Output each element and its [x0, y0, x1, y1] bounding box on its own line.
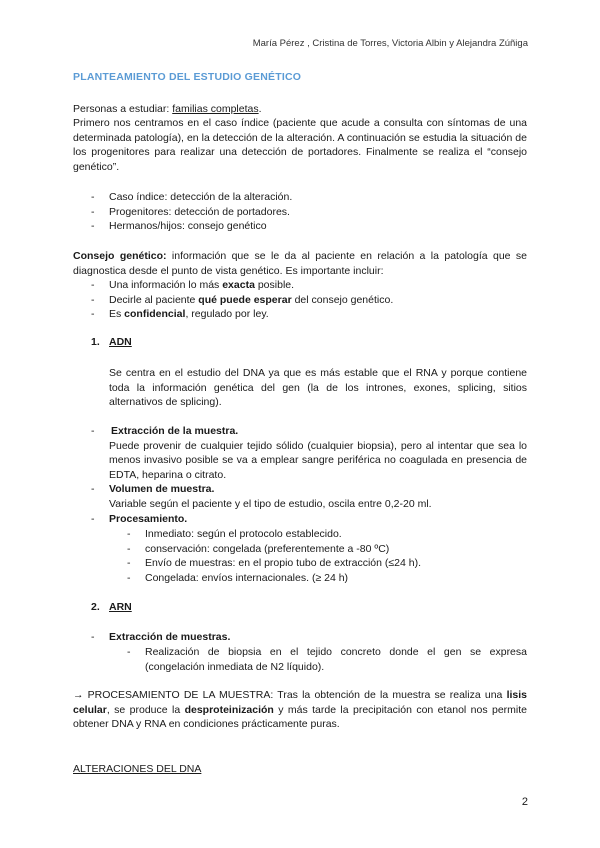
- list-item: [91, 630, 527, 645]
- heading-number: 1.: [91, 336, 100, 348]
- list-item: [91, 512, 527, 527]
- persons-value: familias completas: [172, 103, 259, 115]
- list-item: - Envío de muestras: en el propio tubo de extracción (≤24 h).: [127, 556, 527, 571]
- consejo-text: información que se le da al paciente en relación a la patología que se diagnostica desde el punto de vista genético. Es importante incluir:: [73, 250, 527, 277]
- heading-title: ARN: [109, 601, 132, 613]
- volumen-title: Volumen de muestra.: [109, 483, 215, 496]
- consejo-label: Consejo genético:: [73, 250, 167, 262]
- list-item: - Una información lo más exacta posible.: [91, 278, 527, 293]
- list-item: - Congelada: envíos internacionales. (≥ 24 h): [127, 571, 527, 586]
- procesamiento-muestra-paragraph: → PROCESAMIENTO DE LA MUESTRA: Tras la obtención de la muestra se realiza una lisis celular, se produce la desproteinización y más tarde la precipitación con etanol nos permite obtener DNA y RNA en condiciones prácticamente puras.: [73, 689, 527, 731]
- heading-number: 2.: [91, 601, 100, 613]
- heading-arn: [91, 601, 132, 613]
- alteraciones-title: ALTERACIONES DEL DNA: [73, 763, 202, 775]
- list-item: - Caso índice: detección de la alteración.: [91, 190, 527, 205]
- consejo-paragraph: [73, 249, 527, 278]
- volumen-text: Variable según el paciente y el tipo de estudio, oscila entre 0,2-20 ml.: [109, 497, 432, 510]
- list-item: - Progenitores: detección de portadores.: [91, 205, 527, 220]
- heading-title: ADN: [109, 336, 132, 348]
- intro-persons-line: [73, 102, 527, 117]
- list-item: - conservación: congelada (preferentemente a -80 ºC): [127, 542, 527, 557]
- list-item: [91, 482, 527, 511]
- extraccion-title: Extracción de la muestra.: [111, 425, 239, 437]
- adn-paragraph: Se centra en el estudio del DNA ya que es más estable que el RNA y porque contiene toda la información genética del gen (la de los intrones, exones, splicing, sitios alternativos de splicing).: [109, 367, 527, 409]
- persons-label: Personas a estudiar:: [73, 103, 173, 115]
- study-list: [91, 190, 527, 234]
- heading-adn: [91, 336, 132, 348]
- list-item: - Realización de biopsia en el tejido concreto donde el gen se expresa (congelación inmediata de N2 líquido).: [127, 645, 527, 674]
- procesamiento-title: Procesamiento.: [109, 512, 188, 525]
- list-item: - Hermanos/hijos: consejo genético: [91, 219, 527, 234]
- intro-paragraph: Primero nos centramos en el caso índice (paciente que acude a consulta con síntomas de una determinada patología), en la detección de la alteración. A continuación se estudia la situación de los progenitores para realizar una detección de portadores. Finalmente se realiza el “consejo genético”.: [73, 117, 527, 173]
- page-header-authors: María Pérez , Cristina de Torres, Victoria Albin y Alejandra Zúñiga: [252, 38, 528, 49]
- list-item: - Es confidencial, regulado por ley.: [91, 307, 527, 322]
- page-number: 2: [521, 796, 528, 808]
- extraccion-text: Puede provenir de cualquier tejido sólido (cualquier biopsia), pero al intentar que sea lo menos invasivo posible se va a emplear sangre periférica no coagulada en presencia de EDTA, heparina o citrato.: [109, 439, 527, 481]
- procesamiento-list: [127, 527, 527, 585]
- list-item: - Decirle al paciente qué puede esperar del consejo genético.: [91, 293, 527, 308]
- arn-list: [91, 630, 527, 645]
- arn-extraccion-title: Extracción de muestras.: [109, 631, 231, 643]
- section-title: PLANTEAMIENTO DEL ESTUDIO GENÉTICO: [73, 71, 302, 83]
- persons-end: .: [258, 103, 262, 115]
- arrow-icon: →: [73, 689, 84, 701]
- adn-list: [91, 424, 527, 526]
- list-item: - Inmediato: según el protocolo establecido.: [127, 527, 527, 542]
- arn-sub-list: [127, 645, 527, 674]
- consejo-list: [91, 278, 527, 322]
- list-item: [91, 424, 527, 482]
